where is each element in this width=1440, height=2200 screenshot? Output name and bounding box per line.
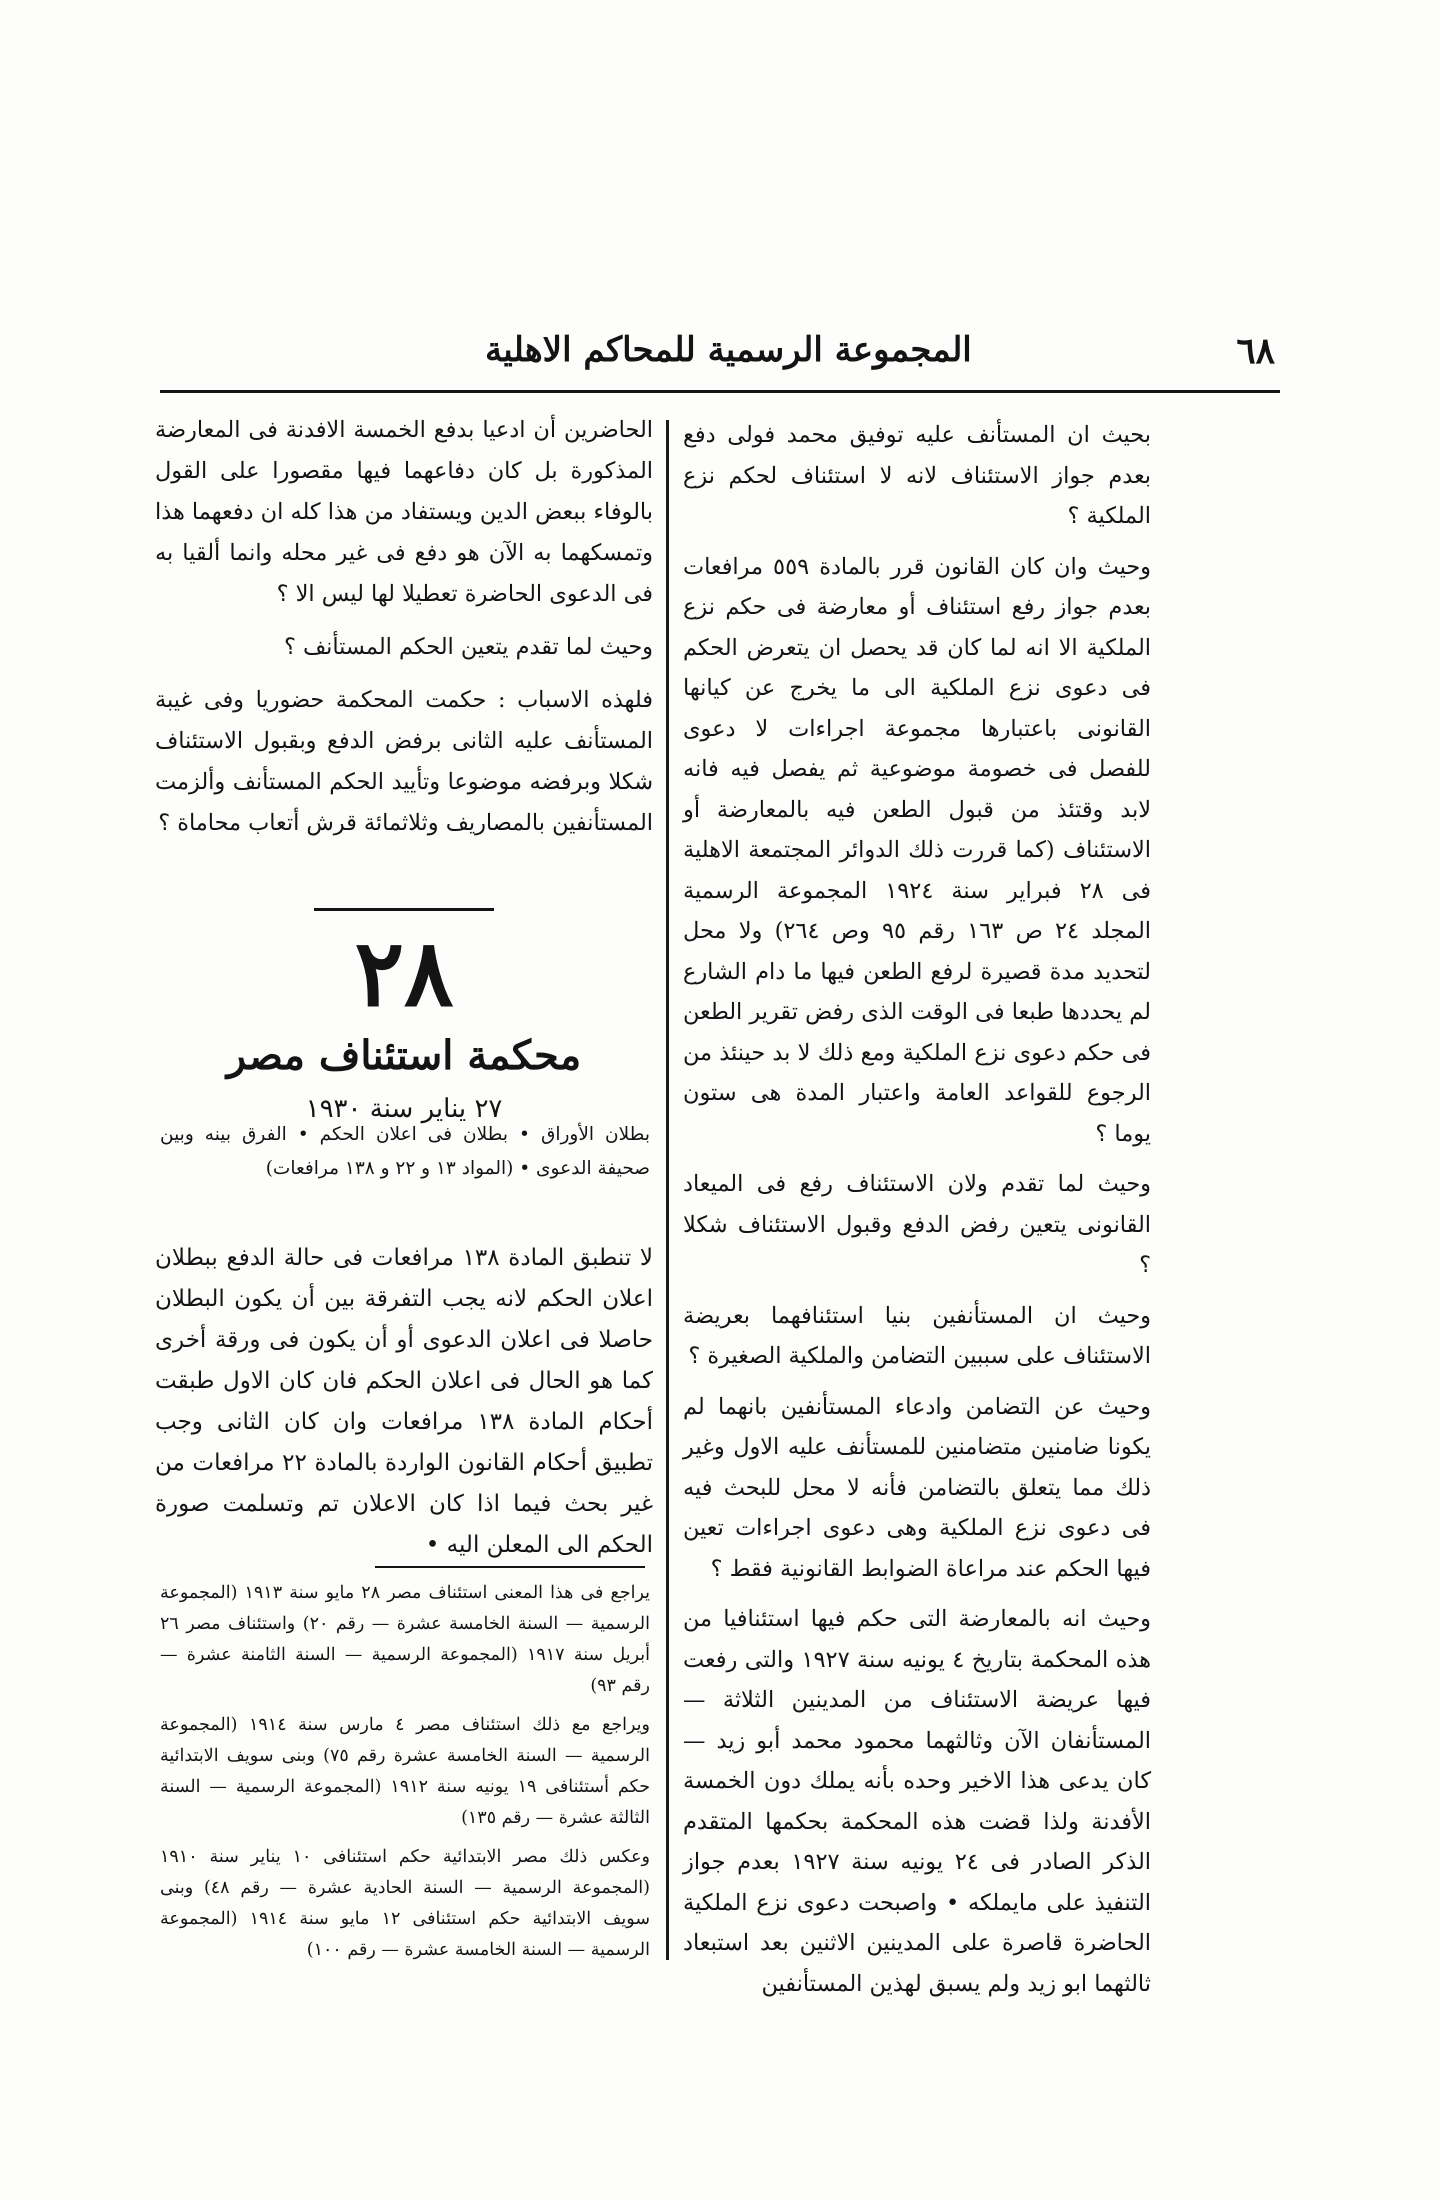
- footnote: يراجع فى هذا المعنى استئناف مصر ٢٨ مايو سنة ١٩١٣ (المجموعة الرسمية — السنة الخامسة عشرة — رقم ٢٠) واستئناف مصر ٢٦ أبريل سنة ١٩١٧ (المجموعة الرسمية — السنة الثامنة عشرة — رقم ٩٣): [160, 1583, 651, 1696]
- case-date: ٢٧ يناير سنة ١٩٣٠: [305, 1094, 503, 1124]
- court-name: محكمة استئناف مصر: [226, 1032, 582, 1079]
- case-summary: بطلان الأوراق • بطلان فى اعلان الحكم • الفرق بينه وبين صحيفة الدعوى • (المواد ١٣ و ٢٢ و ١٣٨ مرافعات): [160, 1124, 650, 1179]
- paragraph: وحيث لما تقدم يتعين الحكم المستأنف ؟: [283, 634, 653, 660]
- paragraph: وحيث ان المستأنفين بنيا استئنافهما بعريضة الاستئناف على سببين التضامن والملكية الصغيرة ؟: [683, 1302, 1151, 1369]
- case-number: ٢٨: [354, 919, 454, 1027]
- section-rule: [314, 908, 494, 911]
- paragraph: وحيث وان كان القانون قرر بالمادة ٥٥٩ مرافعات بعدم جواز رفع استئناف أو معارضة فى حكم نزع الملكية الا انه لما كان قد يحصل ان يتعرض الحكم فى دعوى نزع الملكية الى ما يخرج عن كيانها القانونى باعتبارها مجموعة اجراءات لا دعوى للفصل فى خصومة موضوعية ثم يفصل فيه فانه لابد وقتئذ من قبول الطعن فيه بالمعارضة أو الاستئناف (كما قررت ذلك الدوائر المجتمعة الاهلية فى ٢٨ فبراير سنة ١٩٢٤ المجموعة الرسمية المجلد ٢٤ ص ١٦٣ رقم ٩٥ وص ٢٦٤) ولا محل لتحديد مدة قصيرة لرفع الطعن فيها ما دام الشارع لم يحددها طبعا فى الوقت الذى رفض تقرير الطعن فى حكم دعوى نزع الملكية ومع ذلك لا بد حينئذ من الرجوع للقواعد العامة واعتبار المدة هى ستون يوما ؟: [683, 553, 1152, 1147]
- paragraph: وحيث انه بالمعارضة التى حكم فيها استئنافيا من هذه المحكمة بتاريخ ٤ يونيه سنة ١٩٢٧ والتى رفعت فيها عريضة الاستئناف من المدينين الثلاثة — المستأنفان الآن وثالثهما محمود محمد أبو زيد — كان يدعى هذا الاخير وحده بأنه يملك دون الخمسة الأفدنة ولذا قضت هذه المحكمة بحكمها المتقدم الذكر الصادر فى ٢٤ يونيه سنة ١٩٢٧ بعدم جواز التنفيذ على مايملكه • واصبحت دعوى نزع الملكية الحاضرة قاصرة على المدينين الاثنين بعد استبعاد ثالثهما ابو زيد ولم يسبق لهذين المستأنفين: [683, 1606, 1152, 1997]
- footnotes: [160, 1578, 650, 1974]
- paragraph: وحيث عن التضامن وادعاء المستأنفين بانهما لم يكونا ضامنين متضامنين للمستأنف عليه الاول وغير ذلك مما يتعلق بالتضامن فأنه لا محل للبحث فيه فى دعوى نزع الملكية وهى دعوى اجراءات تعين فيها الحكم عند مراعاة الضوابط القانونية فقط ؟: [683, 1393, 1151, 1582]
- case-heading: [155, 908, 653, 1132]
- legal-principle: لا تنطبق المادة ١٣٨ مرافعات فى حالة الدفع ببطلان اعلان الحكم لانه يجب التفرقة بين أن يكون البطلان حاصلا فى اعلان الدعوى أو أن يكون فى ورقة أخرى كما هو الحال فى اعلان الحكم فان كان الاول طبقت أحكام المادة ١٣٨ مرافعات وان كان الثانى وجب تطبيق أحكام القانون الواردة بالمادة ٢٢ مرافعات من غير بحث فيما اذا كان الاعلان تم وتسلمت صورة الحكم الى المعلن اليه •: [155, 1245, 653, 1558]
- running-title: المجموعة الرسمية للمحاكم الاهلية: [485, 330, 972, 370]
- paragraph: فلهذه الاسباب : حكمت المحكمة حضوريا وفى غيبة المستأنف عليه الثانى برفض الدفع وبقبول الاستئناف شكلا وبرفضه موضوعا وتأييد الحكم المستأنف وألزمت المستأنفين بالمصاريف وثلاثمائة قرش أتعاب محاماة ؟: [155, 687, 653, 836]
- paragraph: بحيث ان المستأنف عليه توفيق محمد فولى دفع بعدم جواز الاستئناف لانه لا استئناف لحكم نزع الملكية ؟: [683, 422, 1151, 529]
- page-number: ٦٨: [1236, 330, 1275, 372]
- footnote-rule: [375, 1566, 645, 1568]
- left-column: [155, 410, 653, 856]
- paragraph: الحاضرين أن ادعيا بدفع الخمسة الافدنة فى المعارضة المذكورة بل كان دفاعهما فيها مقصورا على القول بالوفاء ببعض الدين ويستفاد من هذا كله ان دفعهما هذا وتمسكهما به الآن هو دفع فى غير محله وانما ألقيا به فى الدعوى الحاضرة تعطيلا لها ليس الا ؟: [155, 417, 653, 607]
- right-column: [683, 415, 1151, 2012]
- footnote: ويراجع مع ذلك استئناف مصر ٤ مارس سنة ١٩١٤ (المجموعة الرسمية — السنة الخامسة عشرة رقم ٧٥) وبنى سويف الابتدائية حكم أستئنافى ١٩ يونيه سنة ١٩١٢ (المجموعة الرسمية — السنة الثالثة عشرة — رقم ١٣٥): [160, 1715, 651, 1828]
- paragraph: وحيث لما تقدم ولان الاستئناف رفع فى الميعاد القانونى يتعين رفض الدفع وقبول الاستئناف شكلا ؟: [683, 1171, 1151, 1278]
- page-header: [155, 328, 1285, 384]
- footnote: وعكس ذلك مصر الابتدائية حكم استئنافى ١٠ يناير سنة ١٩١٠ (المجموعة الرسمية — السنة الحادية عشرة — رقم ٤٨) وبنى سويف الابتدائية حكم استئنافى ١٢ مايو سنة ١٩١٤ (المجموعة الرسمية — السنة الخامسة عشرة — رقم ١٠٠): [160, 1847, 650, 1960]
- header-rule: [160, 390, 1280, 393]
- column-divider: [666, 420, 669, 1960]
